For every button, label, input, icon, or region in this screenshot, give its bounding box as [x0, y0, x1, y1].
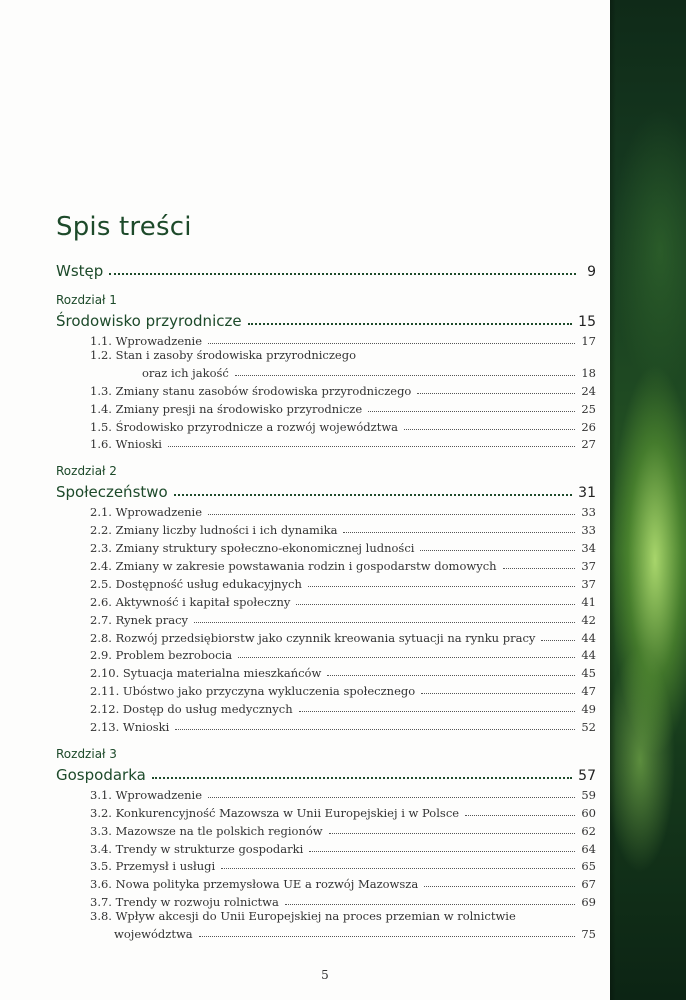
section-title: Wprowadzenie	[115, 787, 203, 802]
section-title: Zmiany struktury społeczno-ekonomicznej ludności	[115, 541, 415, 556]
section-page: 18	[581, 365, 596, 380]
section-page: 75	[581, 927, 596, 942]
section-label	[90, 666, 321, 680]
section-page: 44	[581, 630, 596, 645]
section-title: Trendy w rozwoju rolnictwa	[115, 895, 279, 910]
section-title: Sytuacja materialna mieszkańców	[122, 666, 322, 681]
section-number: 2.5.	[90, 576, 112, 591]
section-number: 3.2.	[90, 805, 112, 820]
section-page: 17	[581, 333, 596, 348]
section-page: 49	[581, 702, 596, 717]
section-title: Trendy w strukturze gospodarki	[115, 841, 304, 856]
toc-section-entry[interactable]	[56, 698, 596, 716]
section-number: 1.4.	[90, 401, 112, 416]
toc-section-entry[interactable]	[56, 555, 596, 573]
section-title: Rynek pracy	[115, 612, 189, 627]
leader-dots	[208, 797, 575, 798]
section-number: 3.3.	[90, 823, 112, 838]
section-title: Wprowadzenie	[115, 333, 203, 348]
section-number: 3.7.	[90, 895, 112, 910]
section-page: 45	[581, 666, 596, 681]
leader-dots	[235, 375, 576, 376]
section-label	[90, 648, 232, 662]
toc-section-entry[interactable]	[56, 802, 596, 820]
section-title: Wnioski	[122, 720, 170, 735]
section-label	[90, 684, 415, 698]
leader-dots	[327, 675, 575, 676]
section-title: Dostępność usług edukacyjnych	[115, 576, 302, 591]
chapter-label: Rozdział 3	[56, 747, 117, 762]
section-label	[90, 384, 411, 398]
toc-section-entry[interactable]	[56, 662, 596, 680]
leader-dots	[208, 343, 575, 344]
section-page: 33	[581, 505, 596, 520]
toc-section-entry[interactable]	[56, 609, 596, 627]
toc-section-entry[interactable]	[56, 519, 596, 537]
section-label	[90, 577, 302, 591]
leader-dots	[308, 586, 575, 587]
toc-section-entry[interactable]	[56, 501, 596, 519]
toc-section-entry[interactable]	[56, 856, 596, 874]
section-label	[90, 842, 303, 856]
section-label	[90, 859, 215, 873]
section-title: Aktywność i kapitał społeczny	[115, 594, 291, 609]
leader-dots	[329, 833, 576, 834]
toc-section-entry[interactable]	[56, 873, 596, 891]
leader-dots	[285, 904, 576, 905]
section-title: Stan i zasoby środowiska przyrodniczego	[115, 347, 356, 362]
section-title: Konkurencyjność Mazowsza w Unii Europejskiej i w Polsce	[115, 805, 460, 820]
section-page: 62	[581, 823, 596, 838]
toc-section-entry-line1[interactable]	[56, 348, 596, 363]
section-label	[90, 595, 290, 609]
chapter-title: Społeczeństwo	[56, 483, 168, 502]
leader-dots	[168, 446, 575, 447]
leader-dots	[199, 936, 576, 937]
toc-chapter-entry[interactable]	[56, 479, 596, 501]
section-title-continued: województwa	[114, 927, 193, 942]
section-page: 59	[581, 787, 596, 802]
section-title: Zmiany stanu zasobów środowiska przyrodniczego	[115, 383, 412, 398]
section-number: 2.6.	[90, 594, 112, 609]
table-of-contents	[56, 258, 596, 941]
toc-intro-label: Wstęp	[56, 262, 104, 280]
section-label	[90, 559, 497, 573]
chapter-page: 57	[578, 768, 596, 785]
section-number: 1.2.	[90, 347, 112, 362]
leader-dots	[309, 851, 575, 852]
leader-dots	[194, 622, 575, 623]
decorative-green-strip	[610, 0, 686, 1000]
section-title: Środowisko przyrodnicze a rozwój województwa	[115, 419, 399, 434]
section-label	[90, 402, 362, 416]
section-label	[90, 437, 162, 451]
toc-section-entry[interactable]	[56, 784, 596, 802]
leader-dots	[421, 693, 575, 694]
section-title: Wpływ akcesji do Unii Europejskiej na proces przemian w rolnictwie	[115, 909, 516, 924]
section-title: Wnioski	[115, 437, 162, 452]
section-title: Wprowadzenie	[115, 505, 203, 520]
leader-dots	[503, 568, 576, 569]
toc-section-entry[interactable]	[56, 716, 596, 734]
section-label	[90, 420, 398, 434]
section-label	[90, 824, 323, 838]
section-label	[90, 613, 188, 627]
toc-section-entry[interactable]	[56, 645, 596, 663]
toc-section-entry[interactable]	[56, 434, 596, 452]
section-number: 2.4.	[90, 559, 112, 574]
leader-dots	[208, 514, 575, 515]
leader-dots	[248, 323, 573, 325]
section-number: 2.1.	[90, 505, 112, 520]
chapter-label: Rozdział 1	[56, 293, 117, 307]
section-label	[90, 788, 202, 802]
section-number: 2.9.	[90, 648, 112, 663]
leader-dots	[541, 640, 575, 641]
section-page: 26	[581, 419, 596, 434]
toc-section-entry[interactable]	[56, 330, 596, 348]
page-number: 5	[321, 968, 329, 982]
section-page: 64	[581, 841, 596, 856]
page-title: Spis treści	[56, 212, 192, 242]
toc-chapter-entry[interactable]	[56, 762, 596, 784]
leader-dots	[296, 604, 575, 605]
section-title: Mazowsze na tle polskich regionów	[115, 823, 323, 838]
section-number: 2.8.	[90, 630, 112, 645]
section-title-continued: oraz ich jakość	[142, 365, 229, 380]
chapter-title: Gospodarka	[56, 766, 146, 785]
toc-section-entry[interactable]	[56, 820, 596, 838]
section-page: 25	[581, 401, 596, 416]
toc-intro-page: 9	[587, 264, 596, 280]
toc-section-entry[interactable]	[56, 891, 596, 909]
leader-dots	[238, 657, 575, 658]
section-number: 1.6.	[90, 437, 112, 452]
section-label	[90, 806, 459, 820]
section-title: Przemysł i usługi	[115, 859, 216, 874]
toc-section-entry[interactable]	[56, 398, 596, 416]
leader-dots	[175, 729, 575, 730]
leader-dots	[109, 273, 576, 275]
leader-dots	[221, 868, 575, 869]
section-label	[90, 895, 279, 909]
section-page: 67	[581, 877, 596, 892]
section-label	[90, 523, 337, 537]
chapter-title: Środowisko przyrodnicze	[56, 312, 242, 330]
section-label	[90, 720, 169, 734]
section-label	[90, 702, 293, 716]
toc-section-entry-line2[interactable]	[56, 924, 596, 941]
toc-section-entry-line2[interactable]	[56, 363, 596, 380]
section-page: 37	[581, 559, 596, 574]
section-number: 1.1.	[90, 333, 112, 348]
section-number: 2.7.	[90, 612, 112, 627]
toc-intro[interactable]	[56, 258, 596, 280]
section-title: Nowa polityka przemysłowa UE a rozwój Mazowsza	[115, 877, 419, 892]
section-page: 44	[581, 648, 596, 663]
section-title: Zmiany presji na środowisko przyrodnicze	[115, 401, 363, 416]
leader-dots	[152, 777, 572, 779]
chapter-page: 31	[578, 485, 596, 502]
section-number: 1.5.	[90, 419, 112, 434]
chapters-list	[56, 292, 596, 941]
section-number: 2.10.	[90, 666, 120, 681]
toc-section-entry[interactable]	[56, 591, 596, 609]
section-number: 3.6.	[90, 877, 112, 892]
section-label	[90, 334, 202, 348]
section-label	[90, 877, 418, 891]
section-title: Rozwój przedsiębiorstw jako czynnik kreowania sytuacji na rynku pracy	[115, 630, 536, 645]
leader-dots	[299, 711, 576, 712]
leader-dots	[368, 411, 575, 412]
section-title: Zmiany w zakresie powstawania rodzin i gospodarstw domowych	[115, 559, 497, 574]
section-number: 2.11.	[90, 684, 120, 699]
leader-dots	[404, 429, 575, 430]
leader-dots	[417, 393, 575, 394]
section-page: 24	[581, 383, 596, 398]
section-label	[90, 631, 535, 645]
chapter-label: Rozdział 2	[56, 464, 117, 479]
section-page: 34	[581, 541, 596, 556]
toc-section-entry[interactable]	[56, 573, 596, 591]
section-page: 47	[581, 684, 596, 699]
section-number: 2.13.	[90, 720, 120, 735]
section-page: 69	[581, 895, 596, 910]
section-number: 2.12.	[90, 702, 120, 717]
section-page: 52	[581, 720, 596, 735]
section-number: 3.1.	[90, 787, 112, 802]
section-page: 33	[581, 523, 596, 538]
toc-section-entry[interactable]	[56, 416, 596, 434]
leader-dots	[420, 550, 575, 551]
section-page: 37	[581, 576, 596, 591]
section-number: 3.5.	[90, 859, 112, 874]
toc-section-entry[interactable]	[56, 627, 596, 645]
section-page: 60	[581, 805, 596, 820]
section-page: 27	[581, 437, 596, 452]
section-number: 3.4.	[90, 841, 112, 856]
leader-dots	[174, 494, 572, 496]
section-title: Problem bezrobocia	[115, 648, 233, 663]
section-number: 2.2.	[90, 523, 112, 538]
section-title: Ubóstwo jako przyczyna wykluczenia społecznego	[122, 684, 416, 699]
section-label	[90, 541, 414, 555]
section-page: 65	[581, 859, 596, 874]
leader-dots	[343, 532, 575, 533]
section-number: 3.8.	[90, 909, 112, 924]
toc-section-entry[interactable]	[56, 380, 596, 398]
leader-dots	[465, 815, 575, 816]
toc-section-entry[interactable]	[56, 537, 596, 555]
toc-chapter-entry[interactable]	[56, 308, 596, 330]
toc-section-entry[interactable]	[56, 680, 596, 698]
toc-section-entry[interactable]	[56, 838, 596, 856]
section-page: 41	[581, 594, 596, 609]
section-number: 2.3.	[90, 541, 112, 556]
section-title: Dostęp do usług medycznych	[122, 702, 293, 717]
toc-section-entry-line1[interactable]	[56, 909, 596, 924]
leader-dots	[424, 886, 575, 887]
section-page: 42	[581, 612, 596, 627]
section-label	[90, 505, 202, 519]
section-number: 1.3.	[90, 383, 112, 398]
chapter-page: 15	[578, 314, 596, 330]
section-title: Zmiany liczby ludności i ich dynamika	[115, 523, 338, 538]
